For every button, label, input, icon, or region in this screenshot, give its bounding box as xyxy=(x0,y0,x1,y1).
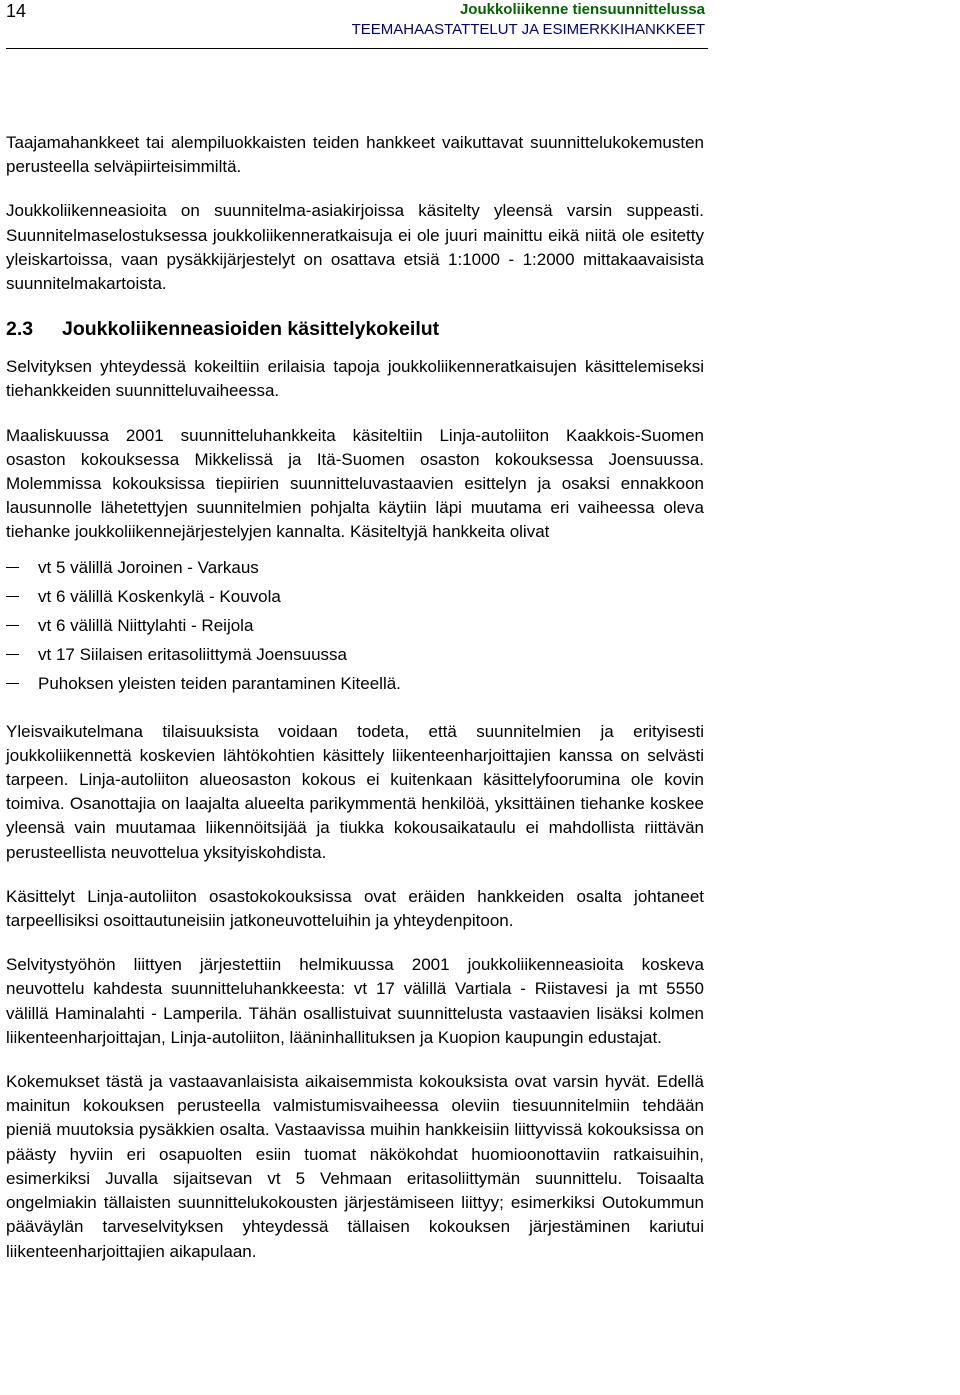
running-title: Joukkoliikenne tiensuunnittelussa xyxy=(459,1,705,18)
paragraph: Maaliskuussa 2001 suunnitteluhankkeita käsiteltiin Linja-autoliiton Kaakkois-Suomen osaston kokouksessa Mikkelissä ja Itä-Suomen osaston kokouksessa Joensuussa. Molemmissa kokouksissa tiepiirien suunnitteluvastaavien esittelyn ja osaksi ennakkoon lausunnolle lähetettyjen suunnitelmien pohjalta käytiin läpi muutama eri vaiheessa oleva tiehanke joukkoliikennejärjestelyjen kannalta. Käsiteltyjä hankkeita olivat xyxy=(6,425,704,542)
section-heading xyxy=(6,316,704,342)
list-item xyxy=(6,611,704,640)
dash-bullet-icon xyxy=(6,654,19,655)
list-item-text: vt 17 Siilaisen eritasoliittymä Joensuussa xyxy=(38,644,347,664)
document-body xyxy=(6,131,704,1284)
list-item-text: vt 6 välillä Koskenkylä - Kouvola xyxy=(38,586,281,606)
paragraph: Kokemukset tästä ja vastaavanlaisista aikaisemmista kokouksista ovat varsin hyvät. Edellä mainitun kokouksen perusteella valmistumisvaiheessa oleviin tiesuunnitelmiin tehdään pieniä muutoksia pysäkkien osalta. Vastaavissa muihin hankkeisiin liittyvissä kokouksissa on päästy hyviin eri osapuolten esiin tuomat näkökohdat huomioonottaviin ratkaisuihin, esimerkiksi Juvalla sijaitsevan vt 5 Vehmaan eritasoliittymän suunnittelu. Toisaalta ongelmiakin tällaisten suunnittelukokousten järjestämiseen liittyy; esimerkiksi Outokummun pääväylän tarveselvityksen yhteydessä tällaisen kokouksen järjestäminen kariutui liikenteenharjoittajien aikapulaan. xyxy=(6,1072,704,1261)
dash-bullet-icon xyxy=(6,625,19,626)
list-item xyxy=(6,640,704,669)
paragraph: Selvityksen yhteydessä kokeiltiin erilaisia tapoja joukkoliikenneratkaisujen käsittelemiseksi tiehankkeiden suunnitteluvaiheessa. xyxy=(6,357,704,401)
dash-bullet-icon xyxy=(6,567,19,568)
paragraph: Joukkoliikenneasioita on suunnitelma-asiakirjoissa käsitelty yleensä varsin suppeasti. Suunnitelmaselostuksessa joukkoliikenneratkaisuja ei ole juuri mainittu eikä niitä ole esitetty yleiskartoissa, vaan pysäkkijärjestelyt on osattava etsiä 1:1000 - 1:2000 mittakaavaisista suunnitelmakartoista. xyxy=(6,201,704,294)
list-item xyxy=(6,582,704,611)
project-list xyxy=(6,553,704,698)
paragraph: Yleisvaikutelmana tilaisuuksista voidaan todeta, että suunnitelmien ja erityisesti joukkoliikennettä koskevien lähtökohtien käsittely liikenteenharjoittajien kanssa on selvästi tarpeen. Linja-autoliiton alueosaston kokous ei kuitenkaan käsittelyfoorumina ole kovin toimiva. Osanottajia on laajalta alueelta parikymmentä henkilöä, yksittäinen tiehanke koskee yleensä vain muutamaa liikennöitsijää ja tiukka kokousaikataulu ei mahdollista riittävän perusteellista neuvottelua yksityiskohdista. xyxy=(6,721,704,862)
dash-bullet-icon xyxy=(6,596,19,597)
list-item-text: vt 5 välillä Joroinen - Varkaus xyxy=(38,557,259,577)
page-header xyxy=(0,0,960,50)
section-title: Joukkoliikenneasioiden käsittelykokeilut xyxy=(62,318,440,341)
header-divider xyxy=(6,48,708,49)
section-number: 2.3 xyxy=(6,318,34,341)
list-item-text: vt 6 välillä Niittylahti - Reijola xyxy=(38,615,254,635)
list-item xyxy=(6,669,704,698)
list-item xyxy=(6,553,704,582)
paragraph: Selvitystyöhön liittyen järjestettiin helmikuussa 2001 joukkoliikenneasioita koskeva neuvottelu kahdesta suunnitteluhankkeesta: vt 17 välillä Vartiala - Riistavesi ja mt 5550 välillä Haminalahti - Lamperila. Tähän osallistuivat suunnittelusta vastaavien lisäksi kolmen liikenteenharjoittajan, Linja-autoliiton, lääninhallituksen ja Kuopion kaupungin edustajat. xyxy=(6,955,704,1047)
paragraph: Taajamahankkeet tai alempiluokkaisten teiden hankkeet vaikuttavat suunnittelukokemusten perusteella selväpiirteisimmiltä. xyxy=(6,133,704,177)
page-number: 14 xyxy=(6,1,27,21)
list-item-text: Puhoksen yleisten teiden parantaminen Kiteellä. xyxy=(38,673,401,693)
paragraph: Käsittelyt Linja-autoliiton osastokokouksissa ovat eräiden hankkeiden osalta johtaneet tarpeellisiksi osoittautuneisiin jatkoneuvotteluihin ja yhteydenpitoon. xyxy=(6,886,704,931)
dash-bullet-icon xyxy=(6,683,19,684)
running-subtitle: TEEMAHAASTATTELUT JA ESIMERKKIHANKKEET xyxy=(351,21,705,38)
